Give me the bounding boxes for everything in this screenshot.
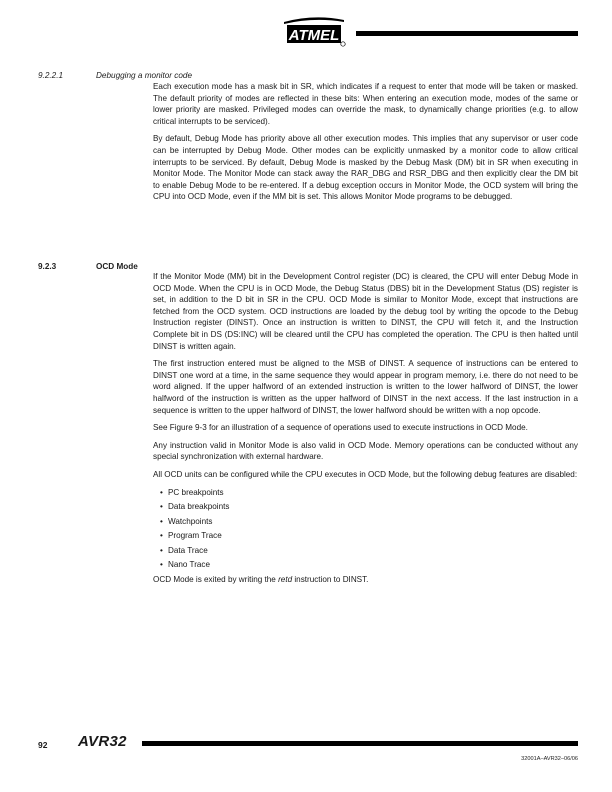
retd-instruction: retd [278, 575, 293, 585]
bullet-icon: • [160, 502, 163, 512]
list-item: • Nano Trace [160, 560, 211, 570]
bullet-icon: • [160, 560, 163, 570]
list-item: • PC breakpoints [160, 487, 224, 497]
atmel-logo [281, 14, 347, 48]
paragraph: All OCD units can be configured while the CPU executes in OCD Mode, but the following debug features are disabled: [153, 469, 578, 479]
closing-paragraph: OCD Mode is exited by writing the retd instruction to DINST. [153, 575, 369, 585]
section-923-number: 9.2.3 [38, 262, 57, 271]
list-item: • Data Trace [160, 545, 208, 555]
section-9221-body [153, 81, 578, 209]
bullet-icon: • [160, 487, 163, 497]
bullet-icon: • [160, 516, 163, 526]
paragraph: See Figure 9-3 for an illustration of a sequence of operations used to execute instructions in OCD Mode. [153, 423, 528, 433]
bullet-icon: • [160, 531, 163, 541]
bullet-icon: • [160, 545, 163, 555]
paragraph: By default, Debug Mode has priority above all other execution modes. This implies that any supervisor or user code can be interrupted by Debug Mode. Other modes can be explicitly unmasked by a monitor code to allow critical interrupts to be serviced. By default, Debug Mode is masked by the Debug Mask (DM) bit in SR when executing in Monitor Mode. The Monitor Mode can stack away the RAR_DBG and RSR_DBG and then explicitly clear the DM bit to enable Debug Mode to be re-entered. If a debug exception occurs in Monitor Mode, the OCD system will bring the CPU into OCD Mode, even if the MM bit is set. This allows Monitor Mode programs to be debugged. [153, 134, 578, 202]
paragraph: If the Monitor Mode (MM) bit in the Development Control register (DC) is cleared, the CPU will enter Debug Mode in OCD Mode. When the CPU is in OCD Mode, the Debug Status (DBS) bit in the Development Status (DS) register is set, in addition to the D bit in SR in the CPU. OCD Mode is similar to Monitor Mode, except that instructions are fetched from the OCD system. OCD instructions are loaded by the debug tool by writing the opcode to the Debug Instruction register (DINST). Once an instruction is written to DINST, the CPU will fetch it, and the Instruction Complete bit in DS (DS:INC) will be cleared until the CPU has completed the operation. The CPU is then halted until DINST is written again. [153, 272, 578, 351]
footer-title: AVR32 [78, 733, 127, 750]
paragraph: The first instruction entered must be aligned to the MSB of DINST. A sequence of instructions can be entered to DINST one word at a time, in the same sequence they would appear in program memory, i.e. there do not need to be word aligned. If the upper halfword of an extended instruction is written to the lower halfword of DINST, the lower halfword of the instruction is written as the upper halfword of DINST in the next access. If the last instruction in a sequence is written to the upper halfword of DINST, the lower halfword should be written with a nop opcode. [153, 359, 578, 415]
section-9221-number: 9.2.2.1 [38, 71, 64, 80]
footer-rule [142, 741, 578, 746]
list-item: • Watchpoints [160, 516, 213, 526]
paragraph: Each execution mode has a mask bit in SR, which indicates if a request to enter that mode will be taken or masked. The default priority of modes are reflected in these bits: When entering an execution mode, modes of the same or lower priority are masked. Privileged modes can override the mask, to dynamically change priorities (e.g. to allow critical interrupts to be serviced). [153, 82, 578, 126]
document-number: 32001A–AVR32–06/06 [521, 756, 578, 762]
list-item: • Program Trace [160, 531, 222, 541]
logo-text: ATMEL [288, 27, 340, 44]
section-9221-title: Debugging a monitor code [96, 71, 193, 80]
disabled-features-list [153, 487, 578, 571]
section-923-title: OCD Mode [96, 262, 138, 271]
paragraph: Any instruction valid in Monitor Mode is also valid in OCD Mode. Memory operations can be conducted without any special synchronization with external hardware. [153, 440, 578, 462]
list-item: • Data breakpoints [160, 502, 230, 512]
section-923-body [153, 271, 578, 592]
page-number: 92 [38, 740, 48, 750]
header-rule [356, 31, 578, 36]
